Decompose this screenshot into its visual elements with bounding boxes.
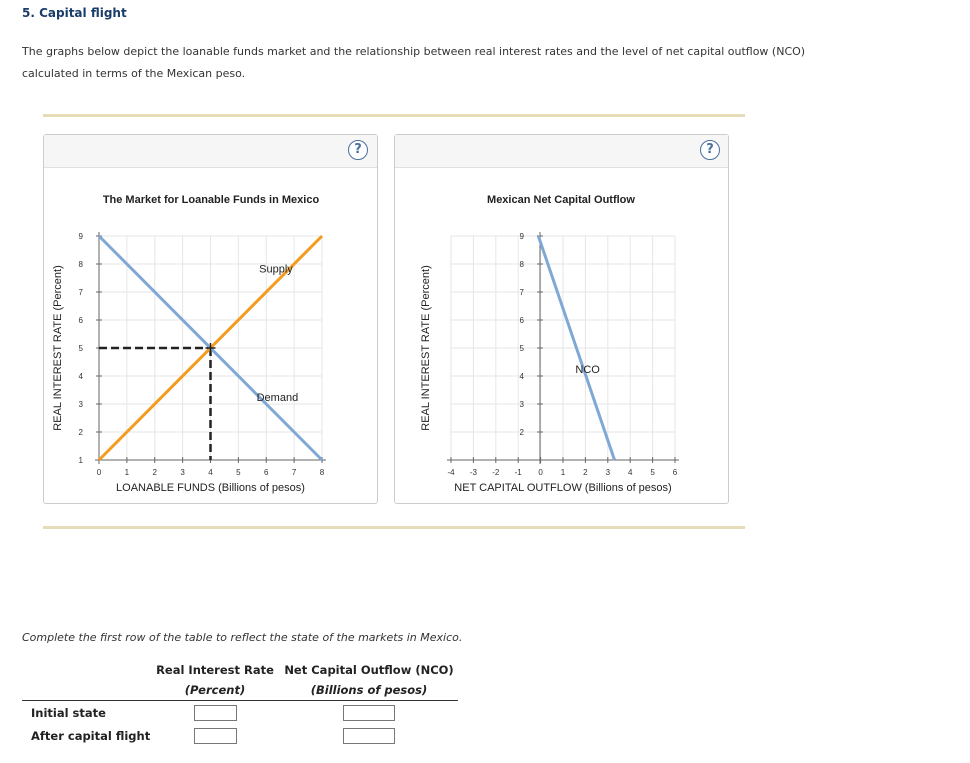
initial-nco-input[interactable] [343,705,395,721]
x-tick-label: 3 [180,468,185,477]
x-axis-label: NET CAPITAL OUTFLOW (Billions of pesos) [454,482,672,494]
x-tick-label: 8 [319,468,325,477]
y-tick-label: 8 [78,260,83,269]
nco-column-header: Net Capital Outflow (NCO) [284,663,454,677]
x-tick-label: 0 [96,468,102,477]
y-tick-label: 4 [78,372,83,381]
x-tick-label: 3 [605,468,611,477]
supply-label: Supply [259,263,293,276]
loanable-funds-chart[interactable] [44,135,377,503]
x-tick-label: 1 [560,468,566,477]
y-tick-label: 2 [519,428,524,437]
after-rate-input[interactable] [194,728,237,744]
y-axis-label: REAL INTEREST RATE (Percent) [52,265,64,431]
help-icon[interactable]: ? [348,140,368,160]
top-divider [43,114,745,117]
x-tick-label: 6 [264,468,269,477]
x-tick-label: 5 [236,468,241,477]
x-tick-label: 2 [583,468,588,477]
nco-column-unit: (Billions of pesos) [310,683,428,697]
table-header-rule [22,700,458,701]
chart-title: The Market for Loanable Funds in Mexico [102,194,320,206]
y-tick-label: 6 [519,316,524,325]
x-tick-label: 2 [152,468,157,477]
x-tick-label: -3 [469,468,477,477]
x-tick-label: -1 [514,468,522,477]
bottom-divider [43,526,745,529]
x-tick-label: 6 [672,468,678,477]
y-tick-label: 7 [519,288,524,297]
x-tick-label: -4 [447,468,455,477]
nco-label: NCO [575,364,600,377]
y-tick-label: 3 [519,400,524,409]
help-icon[interactable]: ? [700,140,720,160]
x-tick-label: 5 [650,468,655,477]
y-tick-label: 6 [78,316,83,325]
x-axis-label: LOANABLE FUNDS (Billions of pesos) [116,482,305,494]
rate-column-header: Real Interest Rate [156,663,274,677]
chart-title: Mexican Net Capital Outflow [487,194,635,206]
x-tick-label: 1 [124,468,130,477]
initial-rate-input[interactable] [194,705,237,721]
y-tick-label: 5 [519,344,524,353]
y-tick-label: 7 [78,288,83,297]
row-label-after: After capital flight [31,729,151,743]
y-tick-label: 3 [78,400,83,409]
y-axis-label: REAL INTEREST RATE (Percent) [420,265,432,431]
y-tick-label: 2 [78,428,83,437]
rate-column-unit: (Percent) [184,683,246,697]
question-title: 5. Capital flight [22,6,127,20]
y-tick-label: 5 [78,344,83,353]
x-tick-label: 0 [538,468,543,477]
y-tick-label: 8 [519,260,524,269]
y-tick-label: 4 [519,372,524,381]
demand-label: Demand [256,392,299,405]
x-tick-label: 4 [627,468,633,477]
x-tick-label: 4 [208,468,213,477]
nco-chart[interactable] [395,135,728,503]
y-tick-label: 9 [519,232,524,241]
nco-panel [394,134,729,504]
row-label-initial: Initial state [31,706,106,720]
intro-text: The graphs below depict the loanable funds market and the relationship between real interest rates and the level of net capital outflow (NCO) calculated in terms of the Mexican peso. [22,45,806,80]
loanable-funds-panel [43,134,378,504]
x-tick-label: -2 [492,468,500,477]
instruction-text: Complete the first row of the table to reflect the state of the markets in Mexico. [22,631,463,644]
y-tick-label: 9 [78,232,83,241]
after-nco-input[interactable] [343,728,395,744]
y-tick-label: 1 [78,456,83,465]
x-tick-label: 7 [291,468,297,477]
